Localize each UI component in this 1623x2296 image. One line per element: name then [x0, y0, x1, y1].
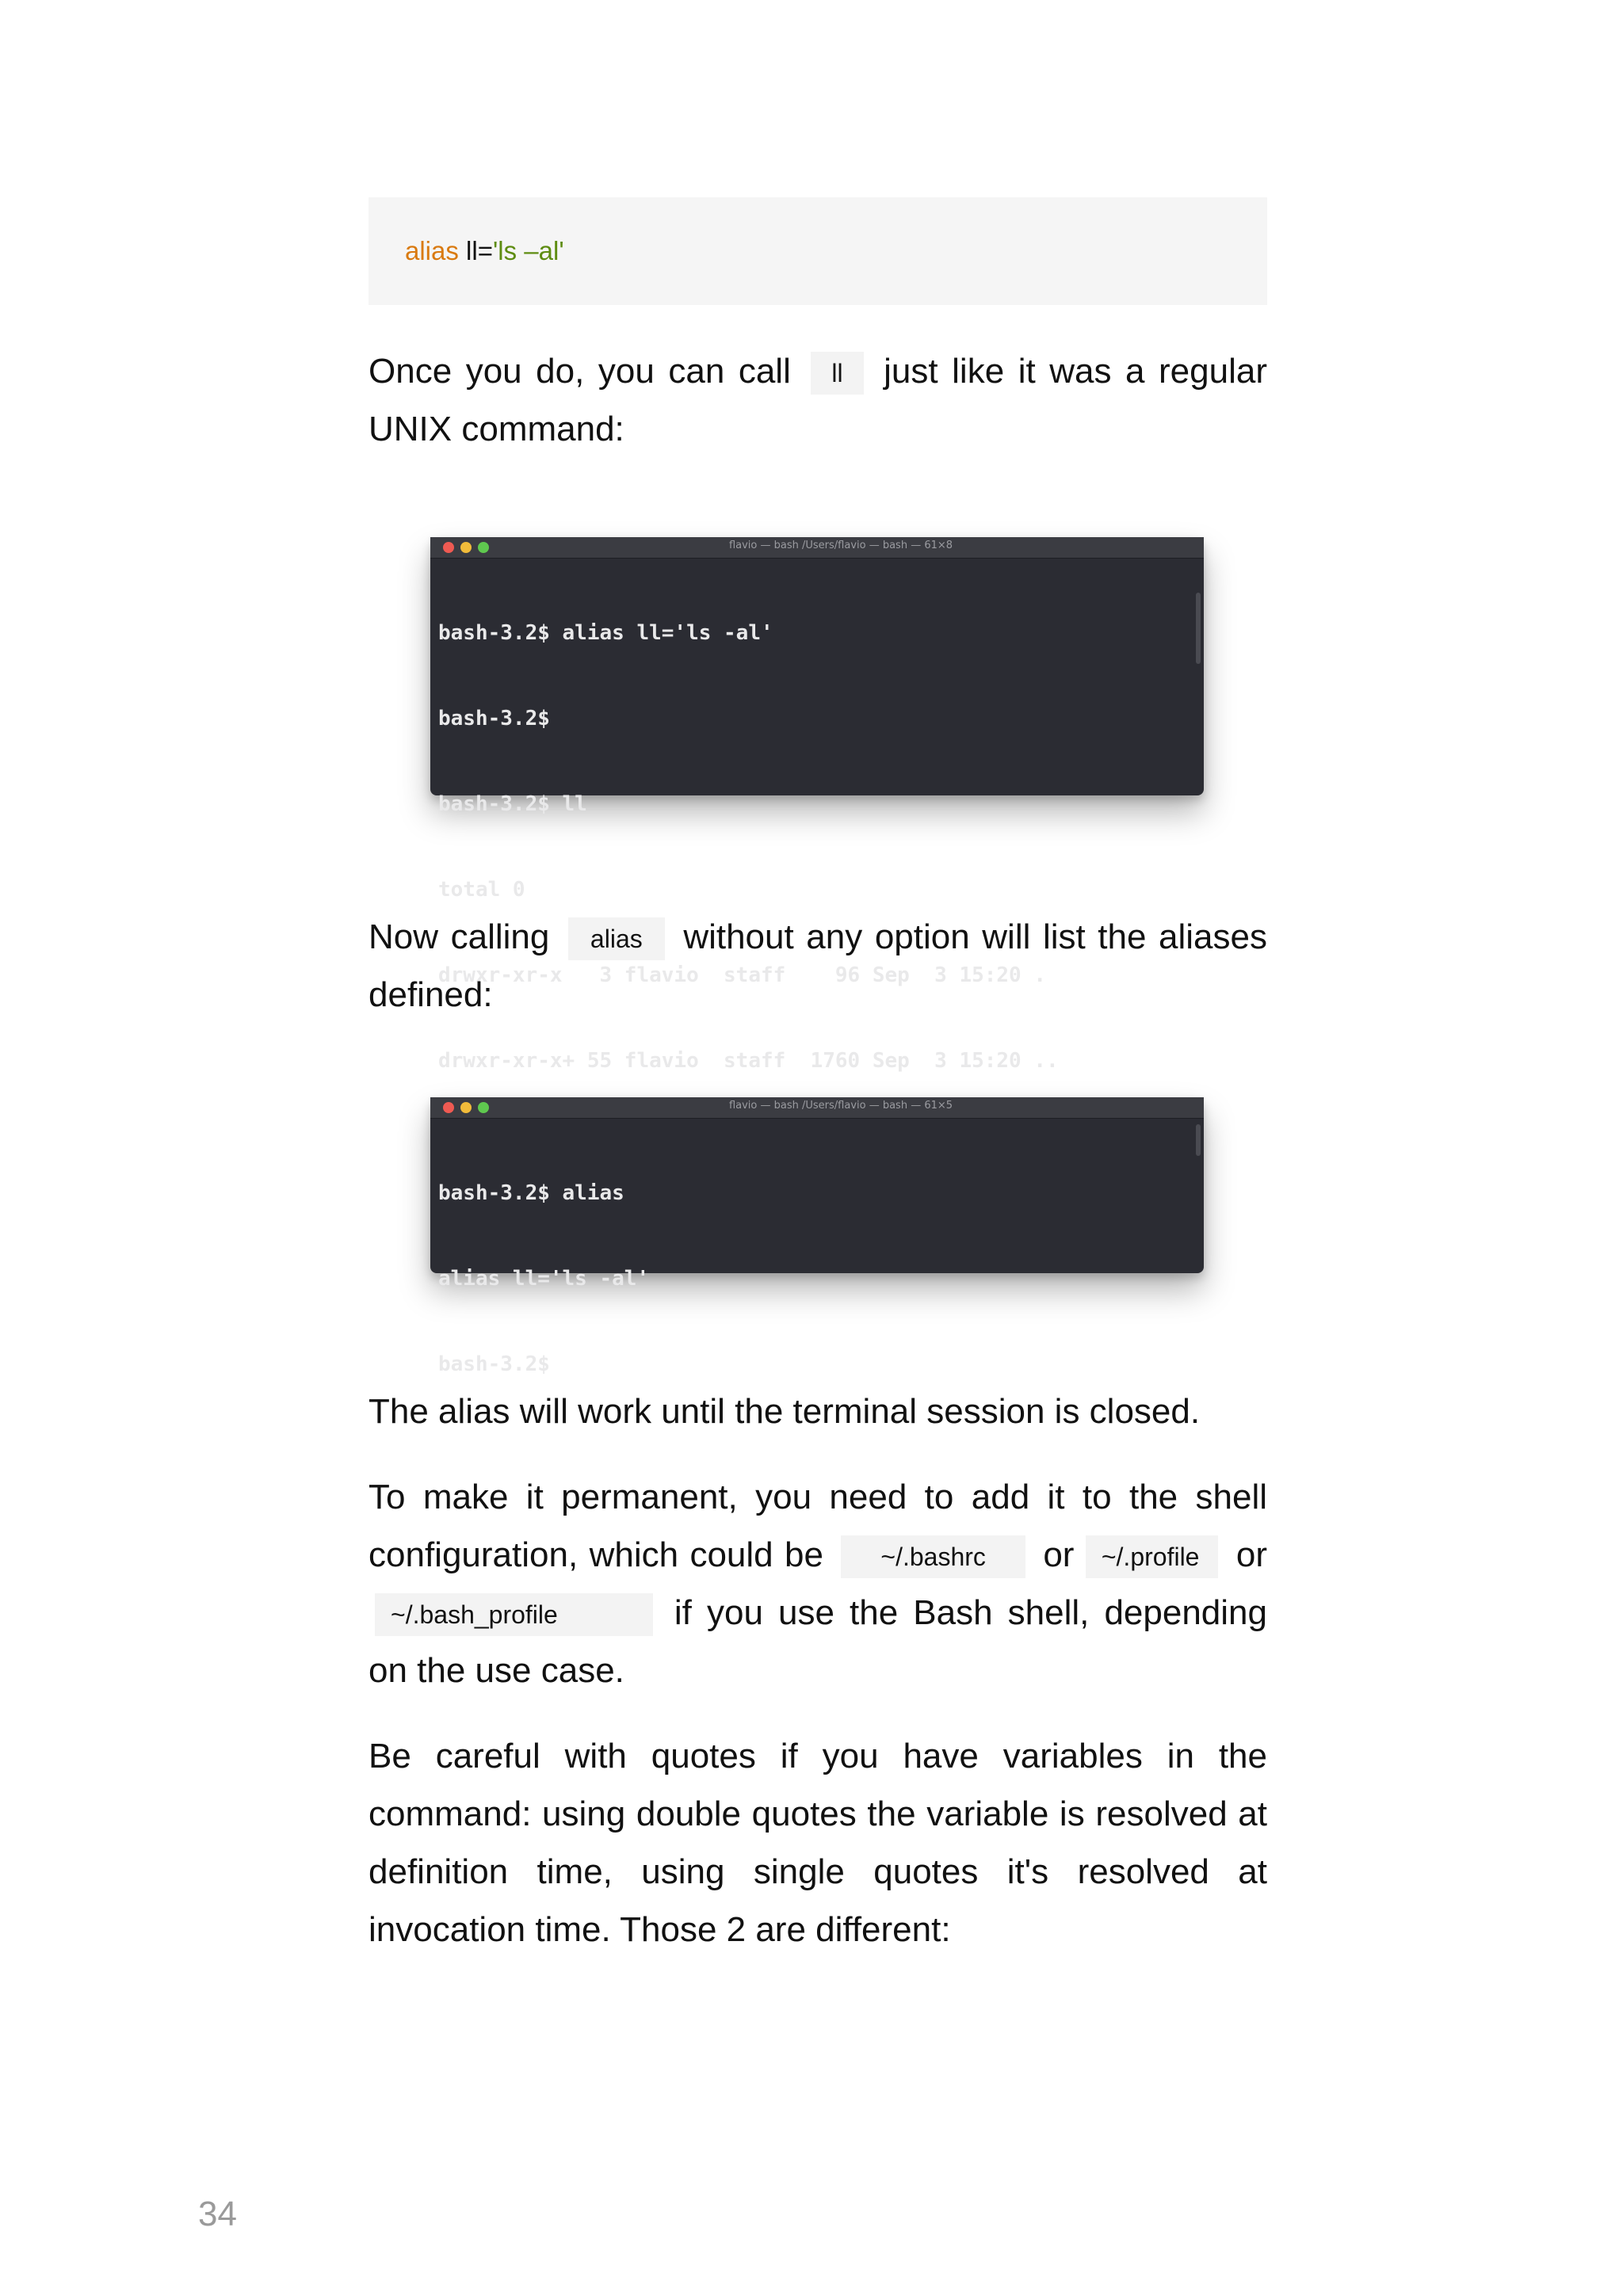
paragraph-quotes: Be careful with quotes if you have variables in the command: using double quotes the variable is resolved at definition time, using single quotes it's resolved at invocation time. Those 2 are different: [369, 1737, 1267, 1949]
code-keyword: alias [405, 236, 459, 265]
terminal-scrollbar [1196, 593, 1201, 664]
code-alias-name: ll= [466, 236, 493, 265]
paragraph-text: Now calling [369, 917, 550, 956]
paragraph-text: just like it was a regular UNIX command: [369, 352, 1267, 448]
terminal-line: drwxr-xr-x 3 flavio staff 96 Sep 3 15:20 . [438, 963, 1047, 987]
inline-code-profile: ~/.profile [1086, 1535, 1219, 1578]
terminal-line: alias ll='ls -al' [438, 1267, 650, 1291]
paragraph-session: The alias will work until the terminal session is closed. [369, 1392, 1201, 1431]
page-number: 34 [198, 2195, 237, 2233]
paragraph-text: To make it permanent, you need to add it to the shell configuration, which could be [369, 1478, 1267, 1574]
terminal-titlebar [430, 1097, 1204, 1119]
paragraph-call-ll [369, 342, 1267, 458]
terminal-title: flavio — bash /Users/flavio — bash — 61×5 [728, 1100, 953, 1112]
terminal-line: total 0 [438, 878, 525, 902]
terminal-title: flavio — bash /Users/flavio — bash — 61×8 [728, 540, 953, 551]
terminal-line: bash-3.2$ [438, 1352, 550, 1376]
terminal-line: drwxr-xr-x+ 55 flavio staff 1760 Sep 3 15:20 .. [438, 1049, 1059, 1073]
terminal-line: bash-3.2$ alias [438, 1181, 624, 1205]
paragraph-text: or [1043, 1535, 1075, 1574]
code-block [369, 197, 1267, 305]
paragraph-text: if you use the Bash shell, depending on the use case. [369, 1593, 1267, 1690]
inline-code-ll: ll [811, 352, 863, 395]
paragraph-alias-list [369, 908, 1267, 1024]
terminal-line: bash-3.2$ ll [438, 792, 587, 816]
terminal-titlebar [430, 537, 1204, 559]
inline-code-alias: alias [568, 917, 665, 960]
terminal-line: bash-3.2$ alias ll='ls -al' [438, 621, 773, 645]
terminal-window-alias [430, 1097, 1204, 1376]
paragraph-text: without any option will list the aliases defined: [369, 917, 1267, 1014]
inline-code-bash-profile: ~/.bash_profile [375, 1593, 653, 1636]
inline-code-bashrc: ~/.bashrc [841, 1535, 1025, 1578]
terminal-line: bash-3.2$ [438, 707, 550, 730]
paragraph-text: Once you do, you can call [369, 352, 791, 391]
terminal-scrollbar [1196, 1124, 1201, 1156]
paragraph-permanent [369, 1468, 1267, 1699]
code-alias-value: 'ls –al' [492, 236, 564, 265]
paragraph-text: or [1235, 1535, 1267, 1574]
